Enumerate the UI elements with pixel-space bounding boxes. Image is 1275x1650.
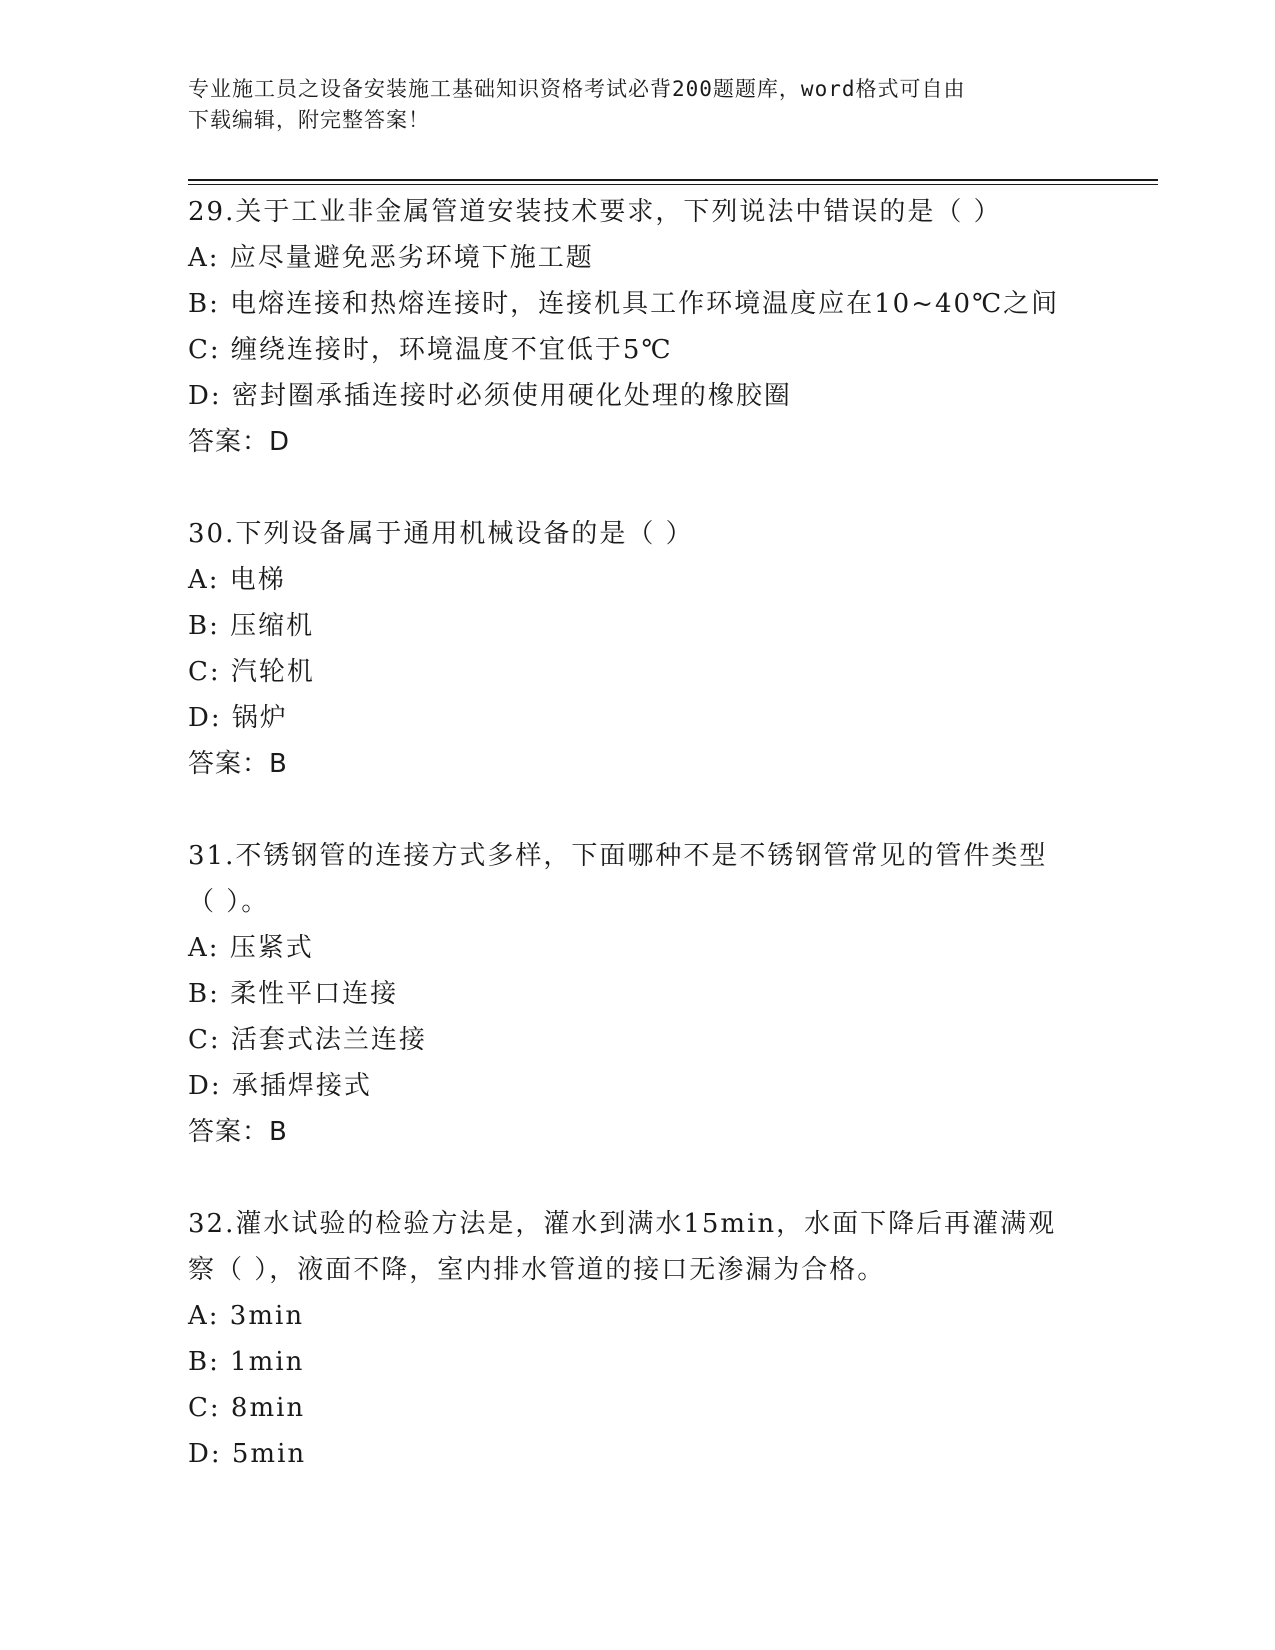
option-d: D: 承插焊接式: [188, 1071, 372, 1101]
option-b: B: 柔性平口连接: [188, 979, 399, 1009]
question-text: 29.关于工业非金属管道安装技术要求，下列说法中错误的是（ ）: [188, 197, 1002, 227]
question-29: [188, 189, 1088, 465]
answer-line: 答案：D: [188, 427, 291, 457]
option-d: D: 密封圈承插连接时必须使用硬化处理的橡胶圈: [188, 381, 792, 411]
answer-line: 答案：B: [188, 749, 288, 779]
question-31: [188, 833, 1088, 1155]
question-text-continued: （ ）。: [188, 887, 270, 917]
question-text: 30.下列设备属于通用机械设备的是（ ）: [188, 519, 694, 549]
option-c: C: 汽轮机: [188, 657, 315, 687]
option-d: D: 5min: [188, 1439, 307, 1469]
header-divider-thin: [188, 184, 1158, 185]
answer-line: 答案：B: [188, 1117, 288, 1147]
header-line-2: 下载编辑，附完整答案！: [188, 108, 430, 132]
document-header: [188, 74, 1068, 136]
option-c: C: 活套式法兰连接: [188, 1025, 427, 1055]
question-list: [188, 189, 1088, 1477]
question-spacer: [188, 465, 1088, 511]
question-text-continued: 察（ ），液面不降，室内排水管道的接口无渗漏为合格。: [188, 1255, 886, 1285]
option-b: B: 1min: [188, 1347, 305, 1377]
option-d: D: 锅炉: [188, 703, 288, 733]
option-c: C: 缠绕连接时，环境温度不宜低于5℃: [188, 335, 673, 365]
question-text: 31.不锈钢管的连接方式多样，下面哪种不是不锈钢管常见的管件类型: [188, 841, 1048, 871]
option-a: A: 3min: [188, 1301, 305, 1331]
question-spacer: [188, 787, 1088, 833]
option-a: A: 电梯: [188, 565, 286, 595]
question-text: 32.灌水试验的检验方法是，灌水到满水15min，水面下降后再灌满观: [188, 1209, 1057, 1239]
question-32: [188, 1201, 1088, 1477]
option-a: A: 压紧式: [188, 933, 314, 963]
option-a: A: 应尽量避免恶劣环境下施工题: [188, 243, 594, 273]
option-c: C: 8min: [188, 1393, 306, 1423]
header-line-1: 专业施工员之设备安装施工基础知识资格考试必背200题题库，word格式可自由: [188, 77, 966, 101]
question-30: [188, 511, 1088, 787]
question-spacer: [188, 1155, 1088, 1201]
option-b: B: 压缩机: [188, 611, 315, 641]
option-b: B: 电熔连接和热熔连接时，连接机具工作环境温度应在10~40℃之间: [188, 289, 1060, 319]
header-divider-thick: [188, 179, 1158, 181]
